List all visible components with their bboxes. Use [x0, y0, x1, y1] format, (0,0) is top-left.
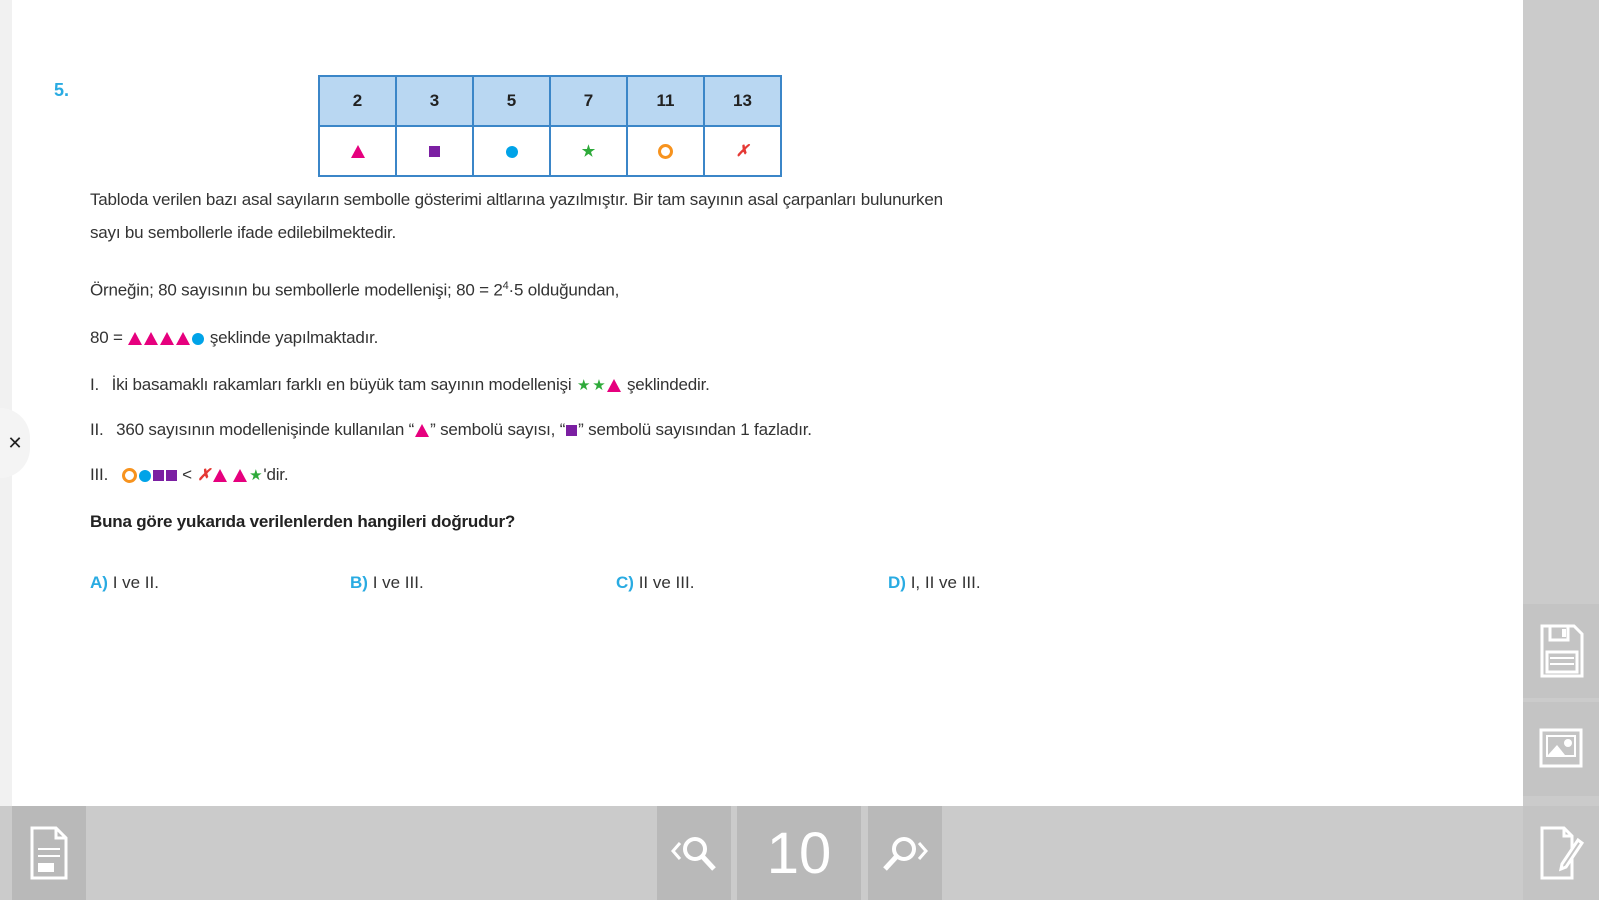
close-icon: ✕	[7, 432, 23, 453]
triangle-icon	[128, 332, 142, 345]
cross-icon: ✗	[197, 466, 211, 484]
triangle-icon	[213, 469, 227, 482]
circle-icon	[192, 333, 204, 345]
ring-icon	[122, 468, 137, 483]
statement-text: İki basamaklı rakamları farklı en büyük tam sayının modellenişi	[111, 375, 572, 394]
save-icon	[1538, 624, 1584, 678]
question-prompt: Buna göre yukarıda verilenlerden hangileri doğrudur?	[90, 512, 516, 531]
paragraph-line: sayı bu sembollerle ifade edilebilmektedir.	[90, 223, 397, 242]
table-row	[319, 126, 781, 176]
zoom-in-button[interactable]	[868, 806, 942, 900]
left-margin-strip	[0, 0, 12, 806]
statement-label: III.	[90, 465, 109, 484]
edit-button[interactable]	[1523, 806, 1599, 900]
circle-icon	[139, 470, 151, 482]
option-letter: D)	[888, 573, 906, 592]
triangle-icon	[607, 379, 621, 392]
triangle-icon	[415, 424, 429, 437]
example-line	[90, 280, 619, 301]
circle-icon	[506, 146, 518, 158]
table-cell: 2	[319, 76, 396, 126]
table-cell	[550, 126, 627, 176]
statement-text: 360 sayısının modellenişinde kullanılan “	[116, 420, 415, 439]
statement-label: II.	[90, 420, 104, 439]
answer-option-c[interactable]	[616, 573, 694, 593]
table-cell: 7	[550, 76, 627, 126]
square-icon	[153, 470, 164, 481]
star-icon: ★	[249, 467, 263, 485]
document-icon	[29, 825, 69, 881]
statement-text: ” sembolü sayısı, “	[430, 420, 566, 439]
page-number: 10	[766, 820, 832, 886]
example-exponent: 4	[502, 280, 509, 292]
table-cell	[396, 126, 473, 176]
triangle-icon	[160, 332, 174, 345]
zoom-out-icon	[668, 831, 720, 875]
bottom-toolbar	[0, 806, 1523, 900]
option-letter: C)	[616, 573, 634, 592]
cross-icon: ✗	[735, 142, 750, 160]
square-icon	[166, 470, 177, 481]
statement-label: I.	[90, 375, 100, 394]
square-icon	[566, 425, 577, 436]
table-header-row	[319, 76, 781, 126]
statement-3	[90, 465, 288, 485]
right-toolbar	[1523, 0, 1599, 900]
page-number-display[interactable]	[737, 806, 861, 900]
triangle-icon	[144, 332, 158, 345]
option-text: II ve III.	[638, 573, 695, 592]
statement-1	[90, 375, 710, 395]
square-icon	[429, 146, 440, 157]
paragraph-line: Tabloda verilen bazı asal sayıların sembolle gösterimi altlarına yazılmıştır. Bir tam sayının asal çarpanları bulunurken	[90, 190, 943, 209]
table-cell	[627, 126, 704, 176]
zoom-out-button[interactable]	[657, 806, 731, 900]
table-cell: 11	[627, 76, 704, 126]
model-line	[90, 328, 378, 348]
zoom-in-icon	[879, 831, 931, 875]
star-icon: ★	[581, 143, 596, 161]
option-letter: B)	[350, 573, 368, 592]
edit-icon	[1538, 824, 1584, 882]
statement-suffix: şeklindedir.	[626, 375, 710, 394]
less-than-sign: <	[182, 465, 192, 484]
option-text: I ve II.	[112, 573, 159, 592]
example-prefix: Örneğin; 80 sayısının bu sembollerle modellenişi; 80 = 2	[90, 280, 503, 300]
triangle-icon	[233, 469, 247, 482]
table-cell: 5	[473, 76, 550, 126]
image-button[interactable]	[1523, 702, 1599, 796]
table-cell	[319, 126, 396, 176]
document-button[interactable]	[12, 806, 86, 900]
table-cell	[473, 126, 550, 176]
save-button[interactable]	[1523, 604, 1599, 698]
triangle-icon	[176, 332, 190, 345]
table-cell: 13	[704, 76, 781, 126]
example-suffix: ·5 olduğundan,	[508, 280, 620, 300]
table-cell	[704, 126, 781, 176]
answer-option-d[interactable]	[888, 573, 981, 593]
table-cell: 3	[396, 76, 473, 126]
triangle-icon	[351, 145, 365, 158]
option-letter: A)	[90, 573, 108, 592]
prime-symbol-table	[318, 75, 782, 177]
star-icon: ★	[576, 377, 591, 395]
model-suffix: şeklinde yapılmaktadır.	[209, 328, 379, 347]
image-icon	[1538, 727, 1584, 771]
statement-text: ” sembolü sayısından 1 fazladır.	[578, 420, 812, 439]
question-number: 5.	[54, 80, 70, 100]
model-prefix: 80 =	[90, 328, 123, 347]
ring-icon	[658, 144, 673, 159]
star-icon: ★	[592, 377, 606, 395]
option-text: I ve III.	[372, 573, 424, 592]
statement-suffix: 'dir.	[263, 465, 289, 484]
answer-option-b[interactable]	[350, 573, 424, 593]
option-text: I, II ve III.	[910, 573, 981, 592]
statement-2	[90, 420, 812, 440]
answer-option-a[interactable]	[90, 573, 159, 593]
